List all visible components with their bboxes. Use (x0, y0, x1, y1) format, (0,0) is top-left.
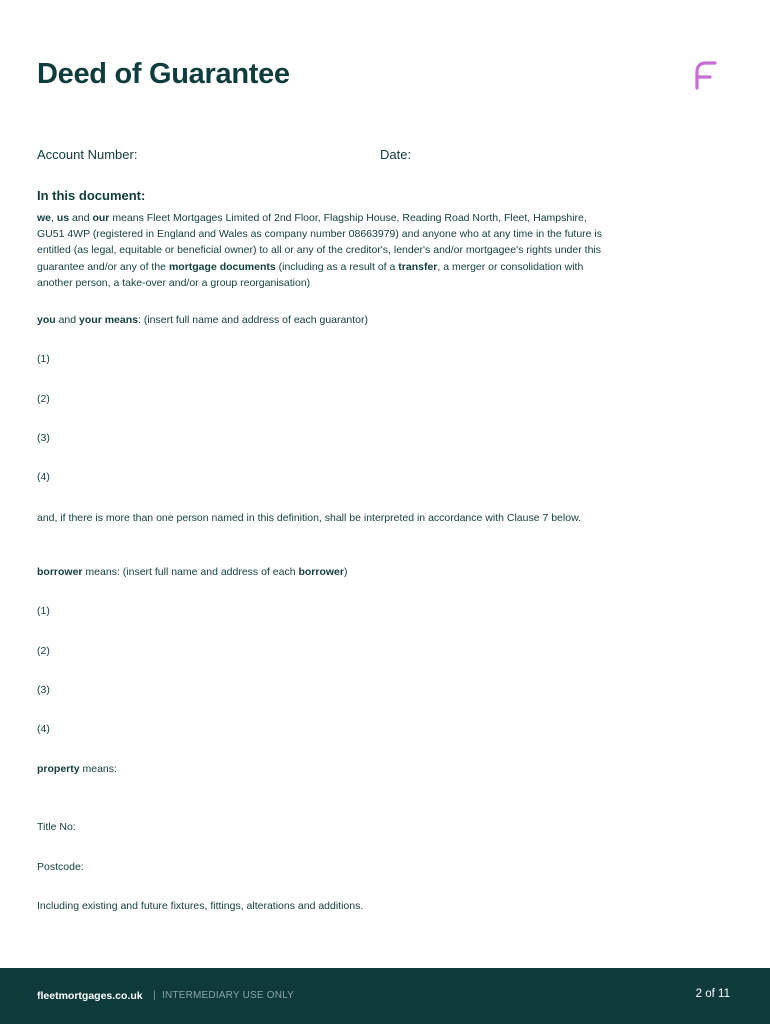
definition-text-3: , a merger or consolidation with another person, a take-over and/or a group reorganisation) (37, 260, 584, 289)
title-no-label: Title No: (37, 821, 76, 833)
definition-text-2: (including as a result of a (275, 260, 399, 273)
term-us: us (56, 212, 70, 224)
definition-text-1: means Fleet Mortgages Limited of 2nd Floor, Flagship House, Reading Road North, Fleet, Hampshire, GU51 4WP (registered in England and Wales as company number 08663979) and anyone who at any time in the future is entitled (as legal, equitable or beneficial owner) to all or any of the creditor's, lender's and/or mortgagee's rights under this guarantee and/or any of the (37, 212, 602, 273)
postcode-label: Postcode: (37, 861, 84, 873)
including-text: Including existing and future fixtures, fittings, alterations and additions. (37, 900, 364, 912)
date-label: Date: (380, 147, 412, 162)
term-borrower-2: borrower (298, 566, 344, 578)
borrower-item-2: (2) (37, 645, 50, 657)
term-you: you (37, 314, 56, 326)
term-we: we (37, 212, 52, 224)
borrower-text: means: (insert full name and address of each (82, 566, 299, 578)
term-your-means: your means (79, 314, 138, 326)
definition-we-us-our (37, 210, 612, 291)
definition-property (37, 763, 117, 775)
document-title: Deed of Guarantee (37, 58, 290, 90)
footer-website-link[interactable]: fleetmortgages.co.uk (37, 990, 143, 1002)
guarantor-item-2: (2) (37, 393, 50, 405)
footer-usage-note: INTERMEDIARY USE ONLY (162, 990, 295, 1001)
you-and: and (55, 314, 80, 326)
borrower-item-3: (3) (37, 684, 50, 696)
definition-you (37, 314, 368, 326)
term-borrower: borrower (37, 566, 83, 578)
term-mortgage-documents: mortgage documents (168, 260, 276, 273)
borrower-item-4: (4) (37, 723, 50, 735)
account-number-label: Account Number: (37, 147, 138, 162)
guarantor-item-1: (1) (37, 353, 50, 365)
fleet-logo-icon (692, 58, 718, 90)
definition-sep: , (51, 212, 57, 224)
guarantor-item-4: (4) (37, 471, 50, 483)
section-heading: In this document: (37, 188, 146, 203)
borrower-close: ) (343, 566, 348, 578)
property-text: means: (79, 763, 117, 775)
definition-borrower (37, 566, 347, 578)
page-number: 2 of 11 (695, 988, 730, 1000)
interpretation-text: and, if there is more than one person named in this definition, shall be interpreted in accordance with Clause 7 below. (37, 512, 581, 524)
borrower-item-1: (1) (37, 605, 50, 617)
term-transfer: transfer (398, 260, 438, 273)
you-text: : (insert full name and address of each guarantor) (137, 314, 368, 326)
term-property: property (37, 763, 80, 775)
page-footer (0, 968, 770, 1024)
guarantor-item-3: (3) (37, 432, 50, 444)
definition-and: and (69, 212, 93, 224)
term-our: our (92, 212, 110, 224)
footer-separator: | (153, 989, 156, 1001)
